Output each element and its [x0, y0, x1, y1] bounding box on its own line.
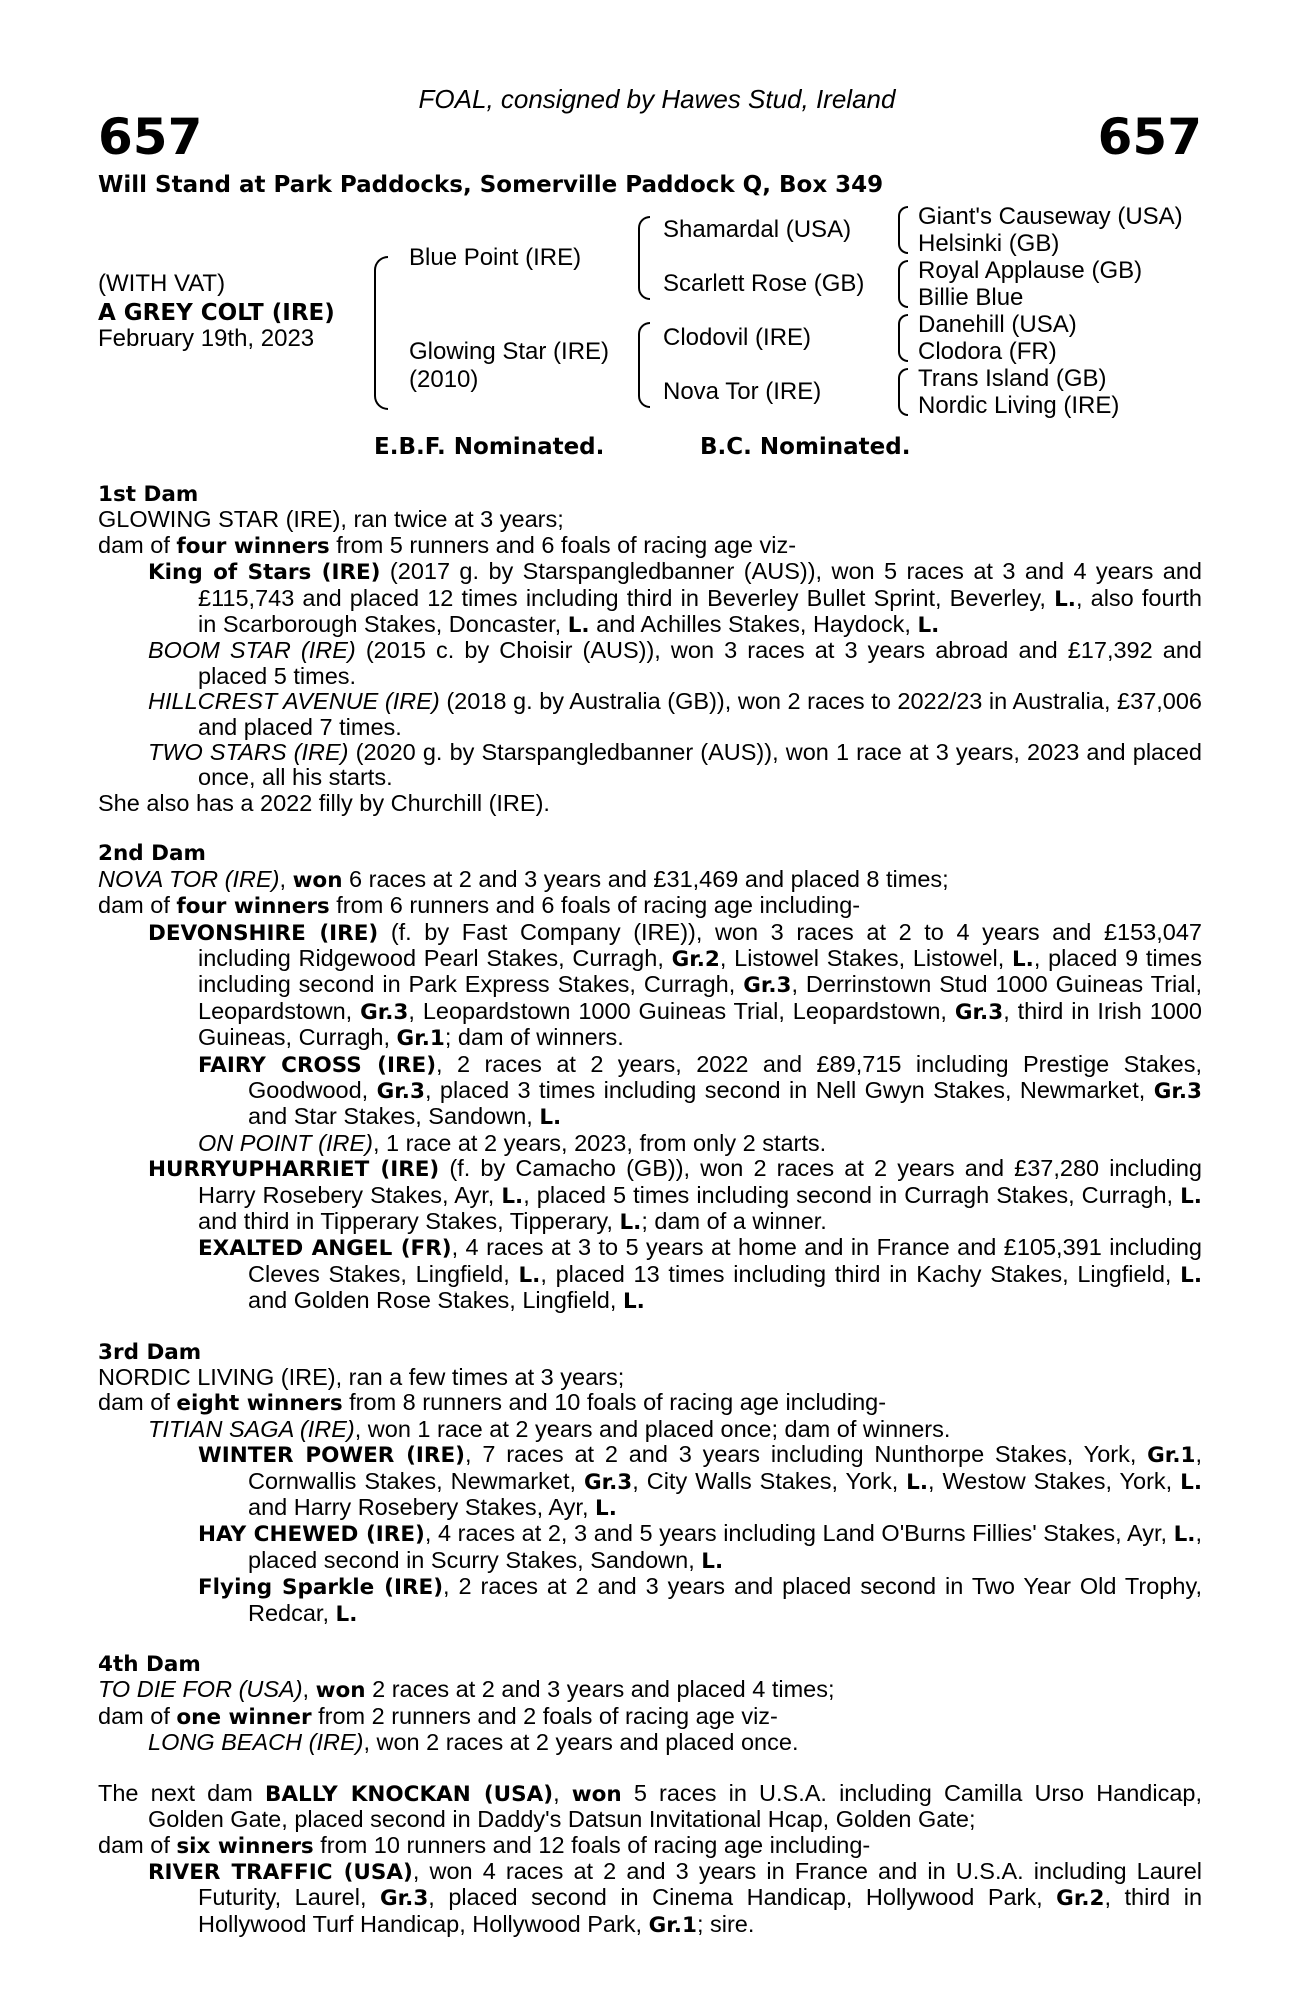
fourth-dam-produce: dam of one winner from 2 runners and 2 foals of racing age viz- [98, 1702, 778, 1730]
progeny-entry: DEVONSHIRE (IRE) (f. by Fast Company (IRE)), won 3 races at 2 to 4 years and £153,047 including Ridgewood Pearl Stakes, Curragh, Gr.2, Listowel Stakes, Listowel, L., placed 9 times including second in Park Express Stakes, Curragh, Gr.3, Derrinstown Stud 1000 Guineas Trial, Leopardstown, Gr.3, Leopardstown 1000 Guineas Trial, Leopardstown, Gr.3, third in Irish 1000 Guineas, Curragh, Gr.1; dam of winners. [148, 918, 1203, 1052]
progeny-entry: FAIRY CROSS (IRE), 2 races at 2 years, 2022 and £89,715 including Prestige Stakes, Goodwood, Gr.3, placed 3 times including second in Nell Gwyn Stakes, Newmarket, Gr.3 and Star Stakes, Sandown, L. [198, 1050, 1202, 1131]
sire-sire: Shamardal (USA) [663, 216, 852, 243]
second-dam-produce: dam of four winners from 6 runners and 6 foals of racing age including- [98, 892, 861, 920]
second-dam-section [98, 841, 1202, 1314]
foaling-date: February 19th, 2023 [98, 325, 315, 352]
consignor-line: FOAL, consigned by Hawes Stud, Ireland [418, 84, 896, 114]
first-dam-heading: 1st Dam [98, 482, 199, 507]
brace-gen1 [374, 256, 388, 410]
progeny-entry: WINTER POWER (IRE), 7 races at 2 and 3 years including Nunthorpe Stakes, York, Gr.1, Cornwallis Stakes, Newmarket, Gr.3, City Walls Stakes, York, L., Westow Stakes, York, L. and Harry Rosebery Stakes, Ayr, L. [198, 1441, 1202, 1522]
second-dam-heading: 2nd Dam [98, 841, 206, 867]
brace-sd [898, 260, 908, 308]
progeny-entry: ON POINT (IRE), 1 race at 2 years, 2023, from only 2 starts. [198, 1129, 827, 1156]
third-dam-name: NORDIC LIVING (IRE), ran a few times at 3 years; [98, 1364, 625, 1390]
ssd-name: Helsinki (GB) [918, 230, 1060, 257]
next-dam-section [98, 1781, 1202, 1938]
brace-dd [898, 368, 908, 416]
brace-ss [898, 206, 908, 254]
fourth-dam-section [98, 1652, 1202, 1756]
sire-dam: Scarlett Rose (GB) [663, 270, 865, 297]
lot-horse-name: A GREY COLT (IRE) [98, 300, 335, 326]
sds-name: Royal Applause (GB) [918, 257, 1143, 284]
progeny-entry: HILLCREST AVENUE (IRE) (2018 g. by Australia (GB)), won 2 races to 2022/23 in Australia, £37,006 and placed 7 times. [148, 688, 1202, 740]
first-dam-produce: dam of four winners from 5 runners and 6 foals of racing age viz- [98, 531, 797, 559]
progeny-entry: BOOM STAR (IRE) (2015 c. by Choisir (AUS)), won 3 races at 3 years abroad and £17,392 and placed 5 times. [148, 637, 1202, 689]
dam-dam: Nova Tor (IRE) [663, 378, 822, 405]
next-dam-record: The next dam BALLY KNOCKAN (USA), won 5 races in U.S.A. including Camilla Urso Handicap, Golden Gate, placed second in Daddy's Datsun Invitational Hcap, Golden Gate; [98, 1779, 1203, 1833]
sdd-name: Billie Blue [918, 284, 1024, 311]
dss-name: Danehill (USA) [918, 311, 1077, 338]
progeny-entry: Flying Sparkle (IRE), 2 races at 2 and 3 years and placed second in Two Year Old Trophy, Redcar, L. [198, 1573, 1202, 1627]
dam-year: (2010) [409, 366, 479, 393]
progeny-entry: LONG BEACH (IRE), won 2 races at 2 years and placed once. [148, 1729, 799, 1756]
second-dam-name: NOVA TOR (IRE), won 6 races at 2 and 3 years and £31,469 and placed 8 times; [98, 865, 949, 893]
third-dam-heading: 3rd Dam [98, 1339, 202, 1365]
dam-name: Glowing Star (IRE) [409, 338, 610, 365]
brace-dam [638, 322, 650, 408]
stand-location: Will Stand at Park Paddocks, Somerville Paddock Q, Box 349 [98, 172, 884, 198]
third-dam-section [98, 1340, 1202, 1627]
dsd-name: Clodora (FR) [918, 338, 1057, 365]
vat-note: (WITH VAT) [98, 270, 226, 297]
first-dam-section [98, 482, 1202, 816]
dam-sire: Clodovil (IRE) [663, 324, 812, 351]
progeny-entry: HAY CHEWED (IRE), 4 races at 2, 3 and 5 years including Land O'Burns Fillies' Stakes, Ayr, L., placed second in Scurry Stakes, Sandown, L. [198, 1520, 1202, 1574]
progeny-entry: TWO STARS (IRE) (2020 g. by Starspangledbanner (AUS)), won 1 race at 3 years, 2023 and placed once, all his starts. [148, 739, 1202, 791]
ddd-name: Nordic Living (IRE) [918, 392, 1120, 419]
progeny-entry: TITIAN SAGA (IRE), won 1 race at 2 years and placed once; dam of winners. [148, 1415, 951, 1442]
progeny-entry: EXALTED ANGEL (FR), 4 races at 3 to 5 years at home and in France and £105,391 including Cleves Stakes, Lingfield, L., placed 13 times including third in Kachy Stakes, Lingfield, L. and Golden Rose Stakes, Lingfield, L. [198, 1234, 1203, 1315]
brace-sire [638, 216, 650, 300]
dam-produce-record [98, 482, 1202, 1938]
brace-ds [898, 314, 908, 362]
progeny-entry: HURRYUPHARRIET (IRE) (f. by Camacho (GB)), won 2 races at 2 years and £37,280 including Harry Rosebery Stakes, Ayr, L., placed 5 times including second in Curragh Stakes, Curragh, L. and third in Tipperary Stakes, Tipperary, L.; dam of a winner. [148, 1155, 1202, 1235]
first-dam-name: GLOWING STAR (IRE), ran twice at 3 years; [98, 506, 564, 533]
next-dam-produce: dam of six winners from 10 runners and 12 foals of racing age including- [98, 1831, 871, 1859]
lot-number-right: 657 [1097, 108, 1202, 166]
dds-name: Trans Island (GB) [918, 365, 1107, 392]
first-dam-note: She also has a 2022 filly by Churchill (IRE). [98, 789, 550, 816]
sss-name: Giant's Causeway (USA) [918, 203, 1183, 230]
ebf-nomination: E.B.F. Nominated. [374, 434, 605, 460]
lot-number-left: 657 [98, 108, 203, 166]
third-dam-produce: dam of eight winners from 8 runners and 10 foals of racing age including- [98, 1389, 887, 1417]
bc-nomination: B.C. Nominated. [700, 434, 911, 460]
fourth-dam-name: TO DIE FOR (USA), won 2 races at 2 and 3 years and placed 4 times; [98, 1676, 835, 1704]
progeny-entry: RIVER TRAFFIC (USA), won 4 races at 2 and 3 years in France and in U.S.A. including Laurel Futurity, Laurel, Gr.3, placed second in Cinema Handicap, Hollywood Park, Gr.2, third in Hollywood Turf Handicap, Hollywood Park, Gr.1; sire. [148, 1857, 1203, 1938]
fourth-dam-heading: 4th Dam [98, 1652, 201, 1678]
sire-name: Blue Point (IRE) [409, 244, 582, 271]
progeny-entry: King of Stars (IRE) (2017 g. by Starspangledbanner (AUS)), won 5 races at 3 and 4 years and £115,743 and placed 12 times including third in Beverley Bullet Sprint, Beverley, L., also fourth in Scarborough Stakes, Doncaster, L. and Achilles Stakes, Haydock, L. [148, 558, 1202, 639]
